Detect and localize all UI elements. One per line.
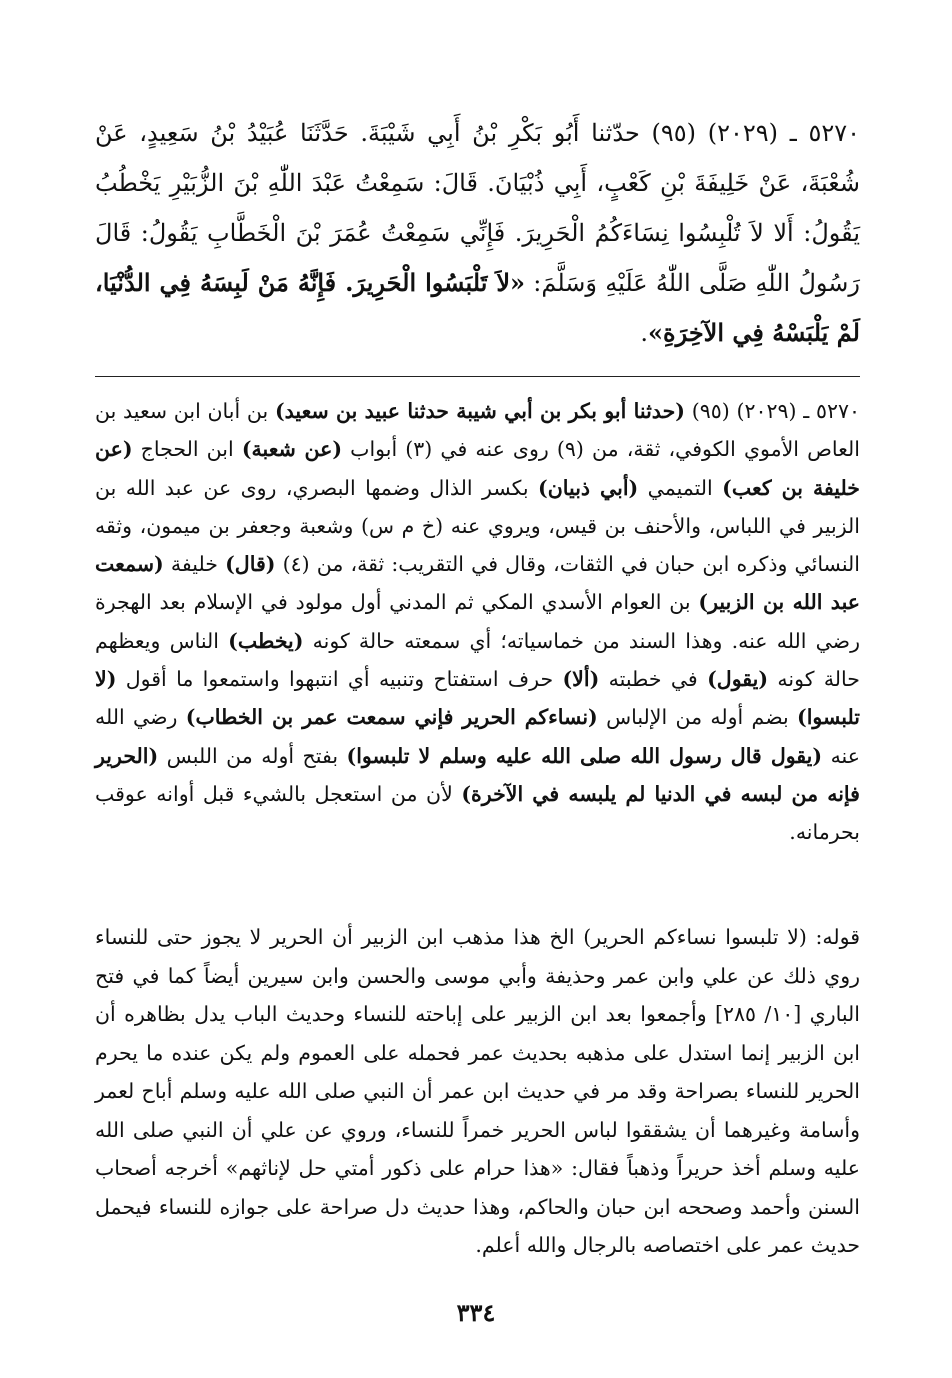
commentary-quote: (يقول قال رسول الله صلى الله عليه وسلم لا تلبسوا)	[346, 743, 823, 768]
hadith-text	[95, 108, 860, 358]
page-number: ٣٣٤	[456, 1298, 496, 1327]
commentary-text: الناس ويعظهم حالة كونه	[95, 628, 860, 692]
commentary-quote: (سمعت عبد الله بن الزبير)	[95, 552, 860, 615]
commentary-text: بضم أوله من الإلباس	[606, 705, 789, 730]
commentary-quote: (يقول)	[707, 667, 769, 692]
commentary-paragraph	[95, 392, 860, 852]
commentary-text: ابن الحجاج	[140, 437, 234, 462]
commentary-text: بن أبان ابن سعيد بن العاص الأموي الكوفي، ثقة، من (٩) روى عنه في (٣) أبواب	[95, 399, 860, 462]
commentary-text: بكسر الذال وضمها البصري، روى عن عبد الله بن الزبير في اللباس، والأحنف بن قيس، ويروي عنه (خ م س) وشعبة وجعفر بن ميمون، وثقه النسائي وذكره ابن حبان في الثقات، وقال في التقريب: ثقة، من (٤)	[95, 475, 860, 577]
commentary-number: ٥٢٧٠ ـ (٢٠٢٩) (٩٥)	[691, 399, 860, 423]
commentary-text: في خطبته	[608, 667, 698, 692]
commentary-text: بن العوام الأسدي المكي ثم المدني أول مولود في الإسلام بعد الهجرة رضي الله عنه. وهذا السند من خماسياته؛ أي سمعته حالة كونه	[95, 590, 860, 653]
commentary-quote: (يخطب)	[228, 628, 304, 653]
hadith-number: ٥٢٧٠ ـ (٢٠٢٩) (٩٥)	[651, 119, 861, 147]
commentary-text: لأن من استعجل بالشيء قبل أوانه عوقب بحرمانه.	[95, 781, 860, 845]
commentary-quote: (الحرير فإنه من لبسه في الدنيا لم يلبسه في الآخرة)	[95, 743, 860, 806]
commentary-text: التميمي	[647, 475, 713, 500]
commentary-quote: (أبي ذبيان)	[538, 475, 639, 500]
footnote-divider	[95, 376, 860, 377]
hadith-end: .	[640, 319, 649, 347]
commentary-quote: (نساءكم الحرير فإني سمعت عمر بن الخطاب)	[185, 705, 598, 730]
commentary-quote: (عن شعبة)	[241, 437, 343, 462]
commentary-quote: (ألا)	[562, 667, 600, 692]
commentary-quote: (قال)	[225, 552, 276, 577]
commentary-text: حرف استفتاح وتنبيه أي انتبهوا واستمعوا ما أقول	[125, 667, 554, 692]
commentary-quote: (لا تلبسوا)	[95, 667, 860, 730]
note-paragraph: قوله: (لا تلبسوا نساءكم الحرير) الخ هذا مذهب ابن الزبير أن الحرير لا يجوز حتى للنساء روي ذلك عن علي وابن عمر وحذيفة وأبي موسى والحسن وابن سيرين أيضاً كما في فتح الباري [١٠/ ٢٨٥] وأجمعوا بعد ابن الزبير على إباحته للنساء وحديث الباب يدل بظاهره أن ابن الزبير إنما استدل على مذهبه بحديث عمر فحمله على العموم ولم يكن عنده ما يحرم الحرير للنساء بصراحة وقد مر في حديث ابن عمر أن النبي صلى الله عليه وسلم أباح لعمر وأسامة وغيرهما أن يشققوا لباس الحرير خمراً للنساء، وروي عن علي أن النبي صلى الله عليه وسلم أخذ حريراً وذهباً فقال: «هذا حرام على ذكور أمتي حل لإناثهم» أخرجه أصحاب السنن وأحمد وصححه ابن حبان والحاكم، وهذا حديث دل صراحة على جوازه للنساء فيحمل حديث عمر على اختصاصه بالرجال والله أعلم.	[95, 925, 860, 1257]
hadith-section	[95, 108, 860, 358]
commentary-text: رضي الله عنه	[95, 705, 860, 768]
hadith-isnad: حدّثنا أَبُو بَكْرِ بْنُ أَبِي شَيْبَةَ. حَدَّثَنَا عُبَيْدُ بْنُ سَعِيدٍ، عَنْ شُعْبَةَ، عَنْ خَلِيفَةَ بْنِ كَعْبٍ، أَبِي ذُبْيَانَ. قَالَ: سَمِعْتُ عَبْدَ اللّٰهِ بْنَ الزُّبَيْرِ يَخْطُبُ يَقُولُ: أَلا لاَ تُلْبِسُوا نِسَاءَكُمُ الْحَرِيرَ. فَإِنِّي سَمِعْتُ عُمَرَ بْنَ الْخَطَّابِ يَقُولُ: قَالَ رَسُولُ اللّٰهِ صَلَّى اللّٰهُ عَلَيْهِ وَسَلَّمَ:	[95, 119, 860, 297]
commentary-quote: (عن خليفة بن كعب)	[95, 437, 860, 500]
commentary-text: خليفة	[170, 552, 218, 577]
commentary-text: بفتح أوله من اللبس	[166, 743, 339, 768]
hadith-matn: «لاَ تَلْبَسُوا الْحَرِيرَ. فَإِنَّهُ مَنْ لَبِسَهُ فِي الدُّنْيَا، لَمْ يَلْبَسْهُ فِي الآخِرَةِ»	[95, 268, 860, 347]
commentary-quote: (حدثنا أبو بكر بن أبي شيبة حدثنا عبيد بن سعيد)	[274, 399, 685, 423]
